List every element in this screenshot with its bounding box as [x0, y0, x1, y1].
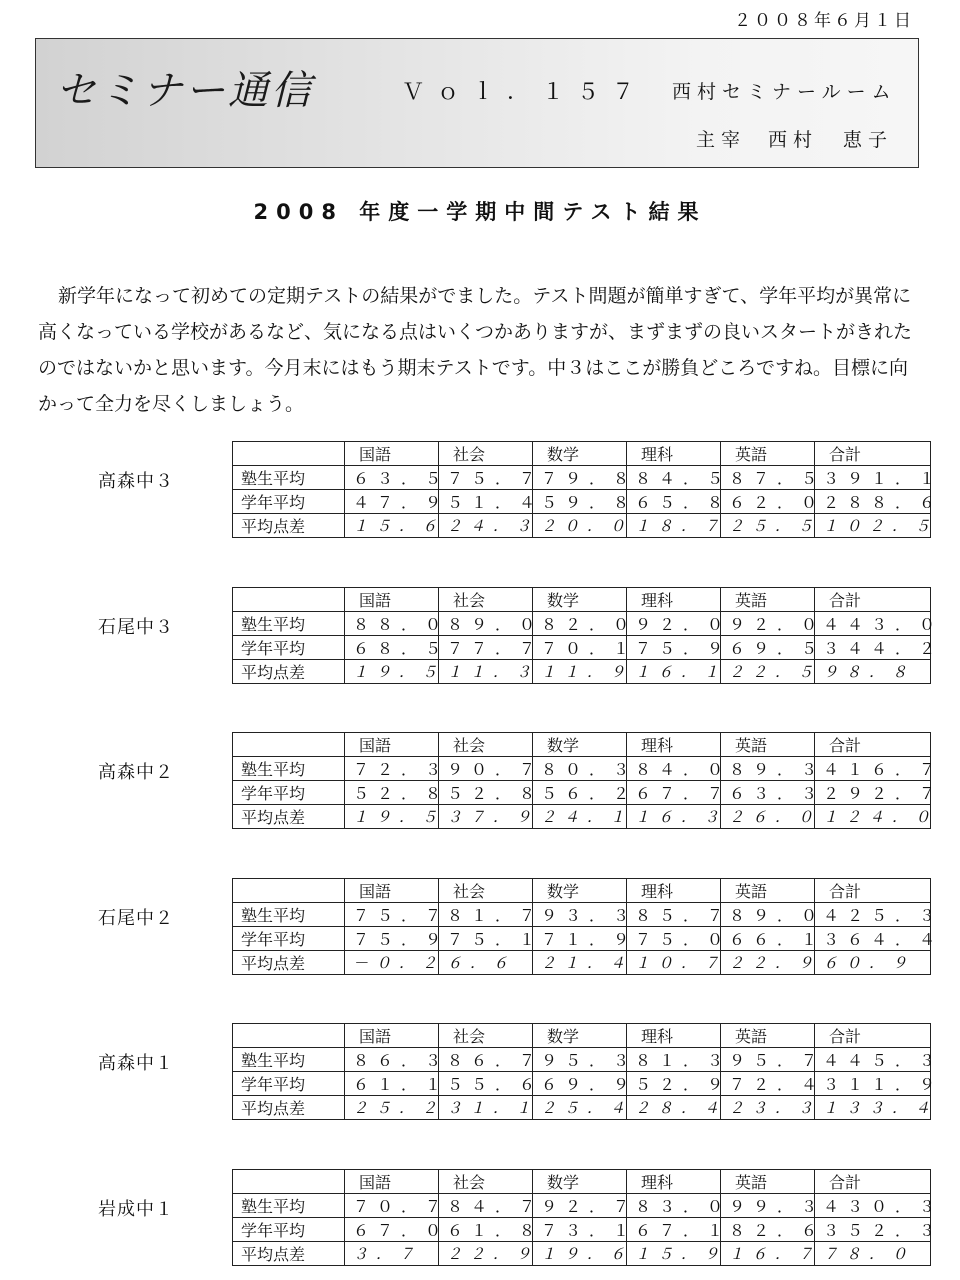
score-table: [232, 587, 944, 684]
score-cell: ５２．９: [627, 1072, 721, 1096]
row-label: 塾生平均: [233, 1048, 345, 1072]
header-corner-cell: [233, 1169, 345, 1193]
row-label: 塾生平均: [233, 1193, 345, 1217]
column-header: 合計: [815, 442, 931, 466]
score-table: [232, 1169, 944, 1266]
column-header: 社会: [439, 733, 533, 757]
row-label: 塾生平均: [233, 902, 345, 926]
score-cell: ７５．７: [345, 902, 439, 926]
score-cell: ７０．７: [345, 1193, 439, 1217]
table-row: [233, 757, 931, 781]
newsletter-header: [35, 38, 919, 168]
row-label: 塾生平均: [233, 466, 345, 490]
table-header-row: [233, 1024, 931, 1048]
column-header: 英語: [721, 878, 815, 902]
row-label: 塾生平均: [233, 757, 345, 781]
score-table: [232, 441, 944, 538]
row-label: 学年平均: [233, 1072, 345, 1096]
table-row: [233, 926, 931, 950]
score-cell: ８５．７: [627, 902, 721, 926]
score-difference-cell: ２６．０: [721, 805, 815, 829]
column-header: 英語: [721, 1024, 815, 1048]
organization-name: 西村セミナールーム: [672, 81, 897, 103]
row-label: 平均点差: [233, 805, 345, 829]
column-header: 合計: [815, 1024, 931, 1048]
score-difference-cell: ２５．５: [721, 514, 815, 538]
score-cell: ６７．７: [627, 781, 721, 805]
table-row: [233, 514, 931, 538]
row-label: 学年平均: [233, 781, 345, 805]
score-cell: ７５．０: [627, 926, 721, 950]
score-cell: ８１．７: [439, 902, 533, 926]
score-cell: ３６４．４: [815, 926, 931, 950]
score-difference-cell: １６．７: [721, 1241, 815, 1265]
column-header: 合計: [815, 587, 931, 611]
column-header: 国語: [345, 587, 439, 611]
score-cell: ８７．５: [721, 466, 815, 490]
row-label: 学年平均: [233, 635, 345, 659]
score-difference-cell: １６．３: [627, 805, 721, 829]
issue-date: ２００８年６月１日: [734, 11, 914, 31]
score-cell: ８１．３: [627, 1048, 721, 1072]
score-difference-cell: １１．３: [439, 659, 533, 683]
score-cell: ８２．６: [721, 1217, 815, 1241]
score-cell: ７５．９: [345, 926, 439, 950]
score-cell: ８４．０: [627, 757, 721, 781]
table-row: [233, 611, 931, 635]
score-cell: ５２．８: [439, 781, 533, 805]
score-table: [232, 878, 944, 975]
score-cell: ７９．８: [533, 466, 627, 490]
score-difference-cell: ３．７: [345, 1241, 439, 1265]
page-title: 2008 年度一学期中間テスト結果: [253, 200, 707, 224]
column-header: 数学: [533, 878, 627, 902]
column-header: 理科: [627, 442, 721, 466]
score-cell: ７２．４: [721, 1072, 815, 1096]
score-difference-cell: ２２．９: [439, 1241, 533, 1265]
table-row: [233, 1096, 931, 1120]
column-header: 国語: [345, 442, 439, 466]
volume-number: Ｖｏｌ．１５７: [402, 80, 648, 105]
column-header: 理科: [627, 733, 721, 757]
school-name: 石尾中３: [98, 616, 174, 638]
score-difference-cell: ２５．４: [533, 1096, 627, 1120]
column-header: 国語: [345, 1024, 439, 1048]
column-header: 理科: [627, 878, 721, 902]
score-cell: ６７．０: [345, 1217, 439, 1241]
table-row: [233, 490, 931, 514]
score-difference-cell: １９．５: [345, 805, 439, 829]
score-cell: ８９．０: [721, 902, 815, 926]
score-cell: ５１．４: [439, 490, 533, 514]
row-label: 平均点差: [233, 514, 345, 538]
table-row: [233, 1241, 931, 1265]
score-cell: ９２．７: [533, 1193, 627, 1217]
score-cell: ８９．３: [721, 757, 815, 781]
score-table: [232, 1023, 944, 1120]
header-corner-cell: [233, 733, 345, 757]
row-label: 学年平均: [233, 926, 345, 950]
score-cell: ９２．０: [627, 611, 721, 635]
school-name: 高森中１: [98, 1053, 174, 1074]
score-cell: ３５２．３: [815, 1217, 931, 1241]
score-cell: ８９．０: [439, 611, 533, 635]
column-header: 英語: [721, 733, 815, 757]
score-difference-cell: ３１．１: [439, 1096, 533, 1120]
score-cell: ３９１．１: [815, 466, 931, 490]
row-label: 学年平均: [233, 490, 345, 514]
table-row: [233, 1048, 931, 1072]
score-cell: ４４５．３: [815, 1048, 931, 1072]
table-row: [233, 781, 931, 805]
score-cell: ５６．２: [533, 781, 627, 805]
newsletter-brand: セミナー通信: [56, 68, 314, 114]
score-difference-cell: ２３．３: [721, 1096, 815, 1120]
score-difference-cell: １２４．０: [815, 805, 931, 829]
head-role: 主宰: [696, 129, 747, 151]
row-label: 塾生平均: [233, 611, 345, 635]
row-label: 平均点差: [233, 1096, 345, 1120]
score-cell: ２９２．７: [815, 781, 931, 805]
score-difference-cell: １５．６: [345, 514, 439, 538]
column-header: 数学: [533, 1169, 627, 1193]
score-cell: ８０．３: [533, 757, 627, 781]
row-label: 平均点差: [233, 1241, 345, 1265]
score-cell: ８８．０: [345, 611, 439, 635]
school-name: 高森中２: [98, 762, 174, 783]
score-difference-cell: １３３．４: [815, 1096, 931, 1120]
score-cell: ４２５．３: [815, 902, 931, 926]
intro-paragraph: 新学年になって初めての定期テストの結果がでました。テスト問題が簡単すぎて、学年平均が異常に高くなっている学校があるなど、気になる点はいくつかありますが、まずまずの良いスタートがきれたのではないかと思います。今月末にはもう期末テストです。中３はここが勝負どころですね。目標に向かって全力を尽くしましょう。: [38, 285, 913, 415]
table-header-row: [233, 733, 931, 757]
score-difference-cell: １６．１: [627, 659, 721, 683]
score-cell: ６１．１: [345, 1072, 439, 1096]
header-corner-cell: [233, 442, 345, 466]
school-name: 石尾中２: [98, 907, 174, 929]
score-cell: ７３．１: [533, 1217, 627, 1241]
score-cell: ９０．７: [439, 757, 533, 781]
score-cell: ８２．０: [533, 611, 627, 635]
score-cell: ５９．８: [533, 490, 627, 514]
table-row: [233, 635, 931, 659]
score-difference-cell: １１．９: [533, 659, 627, 683]
score-cell: ６１．８: [439, 1217, 533, 1241]
school-name: 高森中３: [98, 471, 174, 492]
column-header: 理科: [627, 1024, 721, 1048]
column-header: 国語: [345, 878, 439, 902]
score-difference-cell: ２５．２: [345, 1096, 439, 1120]
score-difference-cell: ６．６: [439, 950, 533, 974]
score-cell: ６９．５: [721, 635, 815, 659]
score-difference-cell: １９．５: [345, 659, 439, 683]
column-header: 国語: [345, 1169, 439, 1193]
score-cell: ７７．７: [439, 635, 533, 659]
column-header: 合計: [815, 878, 931, 902]
table-header-row: [233, 442, 931, 466]
column-header: 社会: [439, 1024, 533, 1048]
score-cell: ７１．９: [533, 926, 627, 950]
score-cell: ２８８．６: [815, 490, 931, 514]
score-cell: ３１１．９: [815, 1072, 931, 1096]
score-difference-cell: ７８．０: [815, 1241, 931, 1265]
score-cell: ８６．７: [439, 1048, 533, 1072]
score-table: [232, 732, 944, 829]
score-cell: ３４４．２: [815, 635, 931, 659]
table-row: [233, 950, 931, 974]
score-difference-cell: １０．７: [627, 950, 721, 974]
row-label: 平均点差: [233, 950, 345, 974]
score-cell: ４３０．３: [815, 1193, 931, 1217]
score-cell: ６９．９: [533, 1072, 627, 1096]
score-cell: ６５．８: [627, 490, 721, 514]
score-cell: ９５．３: [533, 1048, 627, 1072]
table-header-row: [233, 587, 931, 611]
column-header: 数学: [533, 1024, 627, 1048]
column-header: 合計: [815, 1169, 931, 1193]
score-cell: ４４３．０: [815, 611, 931, 635]
column-header: 英語: [721, 1169, 815, 1193]
score-cell: ９５．７: [721, 1048, 815, 1072]
score-cell: ８６．３: [345, 1048, 439, 1072]
table-row: [233, 1217, 931, 1241]
score-difference-cell: １８．７: [627, 514, 721, 538]
score-difference-cell: ２０．０: [533, 514, 627, 538]
column-header: 数学: [533, 733, 627, 757]
score-cell: ６３．３: [721, 781, 815, 805]
score-cell: ７５．７: [439, 466, 533, 490]
score-cell: ９３．３: [533, 902, 627, 926]
column-header: 社会: [439, 442, 533, 466]
score-cell: ７０．１: [533, 635, 627, 659]
head-person: [696, 125, 893, 152]
score-difference-cell: ２１．４: [533, 950, 627, 974]
table-header-row: [233, 1169, 931, 1193]
score-difference-cell: ９８．８: [815, 659, 931, 683]
score-cell: ８３．０: [627, 1193, 721, 1217]
column-header: 社会: [439, 878, 533, 902]
row-label: 学年平均: [233, 1217, 345, 1241]
column-header: 合計: [815, 733, 931, 757]
score-cell: ９２．０: [721, 611, 815, 635]
head-name: 西村 恵子: [768, 129, 894, 151]
column-header: 数学: [533, 587, 627, 611]
score-cell: ５２．８: [345, 781, 439, 805]
header-corner-cell: [233, 1024, 345, 1048]
column-header: 数学: [533, 442, 627, 466]
column-header: 社会: [439, 1169, 533, 1193]
score-cell: ６８．５: [345, 635, 439, 659]
score-cell: ７２．３: [345, 757, 439, 781]
table-row: [233, 659, 931, 683]
score-cell: ４７．９: [345, 490, 439, 514]
header-corner-cell: [233, 878, 345, 902]
score-difference-cell: ６０．９: [815, 950, 931, 974]
score-cell: ６６．１: [721, 926, 815, 950]
table-row: [233, 1193, 931, 1217]
school-name: 岩成中１: [98, 1198, 174, 1220]
row-label: 平均点差: [233, 659, 345, 683]
score-cell: ７５．９: [627, 635, 721, 659]
score-difference-cell: －０．２: [345, 950, 439, 974]
column-header: 社会: [439, 587, 533, 611]
score-cell: ６３．５: [345, 466, 439, 490]
column-header: 理科: [627, 587, 721, 611]
score-difference-cell: ２２．９: [721, 950, 815, 974]
header-corner-cell: [233, 587, 345, 611]
score-cell: ８４．５: [627, 466, 721, 490]
score-difference-cell: １９．６: [533, 1241, 627, 1265]
score-cell: ５５．６: [439, 1072, 533, 1096]
score-cell: ４１６．７: [815, 757, 931, 781]
score-difference-cell: １０２．５: [815, 514, 931, 538]
table-header-row: [233, 878, 931, 902]
score-cell: ８４．７: [439, 1193, 533, 1217]
table-row: [233, 1072, 931, 1096]
score-difference-cell: ２８．４: [627, 1096, 721, 1120]
column-header: 理科: [627, 1169, 721, 1193]
table-row: [233, 466, 931, 490]
score-cell: ６２．０: [721, 490, 815, 514]
column-header: 英語: [721, 587, 815, 611]
score-difference-cell: ２４．３: [439, 514, 533, 538]
table-row: [233, 805, 931, 829]
column-header: 英語: [721, 442, 815, 466]
score-difference-cell: １５．９: [627, 1241, 721, 1265]
score-difference-cell: ３７．９: [439, 805, 533, 829]
score-difference-cell: ２２．５: [721, 659, 815, 683]
score-difference-cell: ２４．１: [533, 805, 627, 829]
score-cell: ９９．３: [721, 1193, 815, 1217]
score-cell: ６７．１: [627, 1217, 721, 1241]
column-header: 国語: [345, 733, 439, 757]
score-cell: ７５．１: [439, 926, 533, 950]
table-row: [233, 902, 931, 926]
